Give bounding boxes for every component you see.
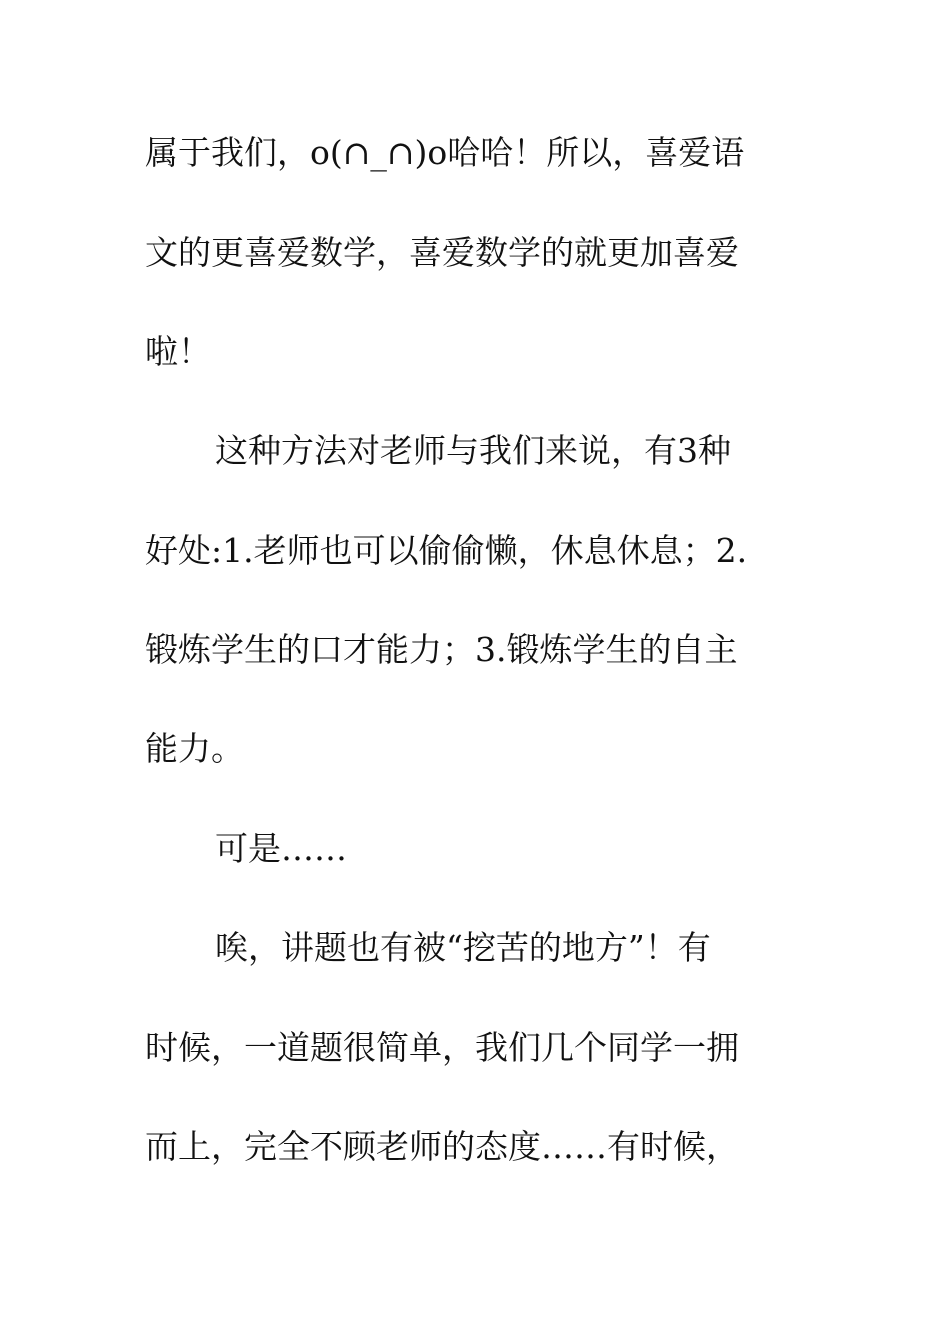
text-line: 锻炼学生的口才能力；3.锻炼学生的自主 bbox=[145, 630, 738, 669]
paragraph-start-line: 唉，讲题也有被“挖苦的地方”！有 bbox=[215, 928, 711, 967]
text-line: 文的更喜爱数学，喜爱数学的就更加喜爱 bbox=[145, 233, 739, 272]
paragraph-start-line: 可是…… bbox=[215, 829, 347, 868]
text-line: 时候，一道题很简单，我们几个同学一拥 bbox=[145, 1028, 739, 1067]
text-line: 属于我们，o(∩_∩)o哈哈！所以，喜爱语 bbox=[145, 133, 745, 172]
text-line: 好处:1.老师也可以偷偷懒，休息休息；2. bbox=[145, 531, 748, 570]
paragraph-start-line: 这种方法对老师与我们来说，有3种 bbox=[215, 431, 731, 470]
text-line: 而上，完全不顾老师的态度……有时候， bbox=[145, 1127, 739, 1166]
text-line: 能力。 bbox=[145, 729, 244, 768]
text-line: 啦！ bbox=[145, 332, 211, 371]
